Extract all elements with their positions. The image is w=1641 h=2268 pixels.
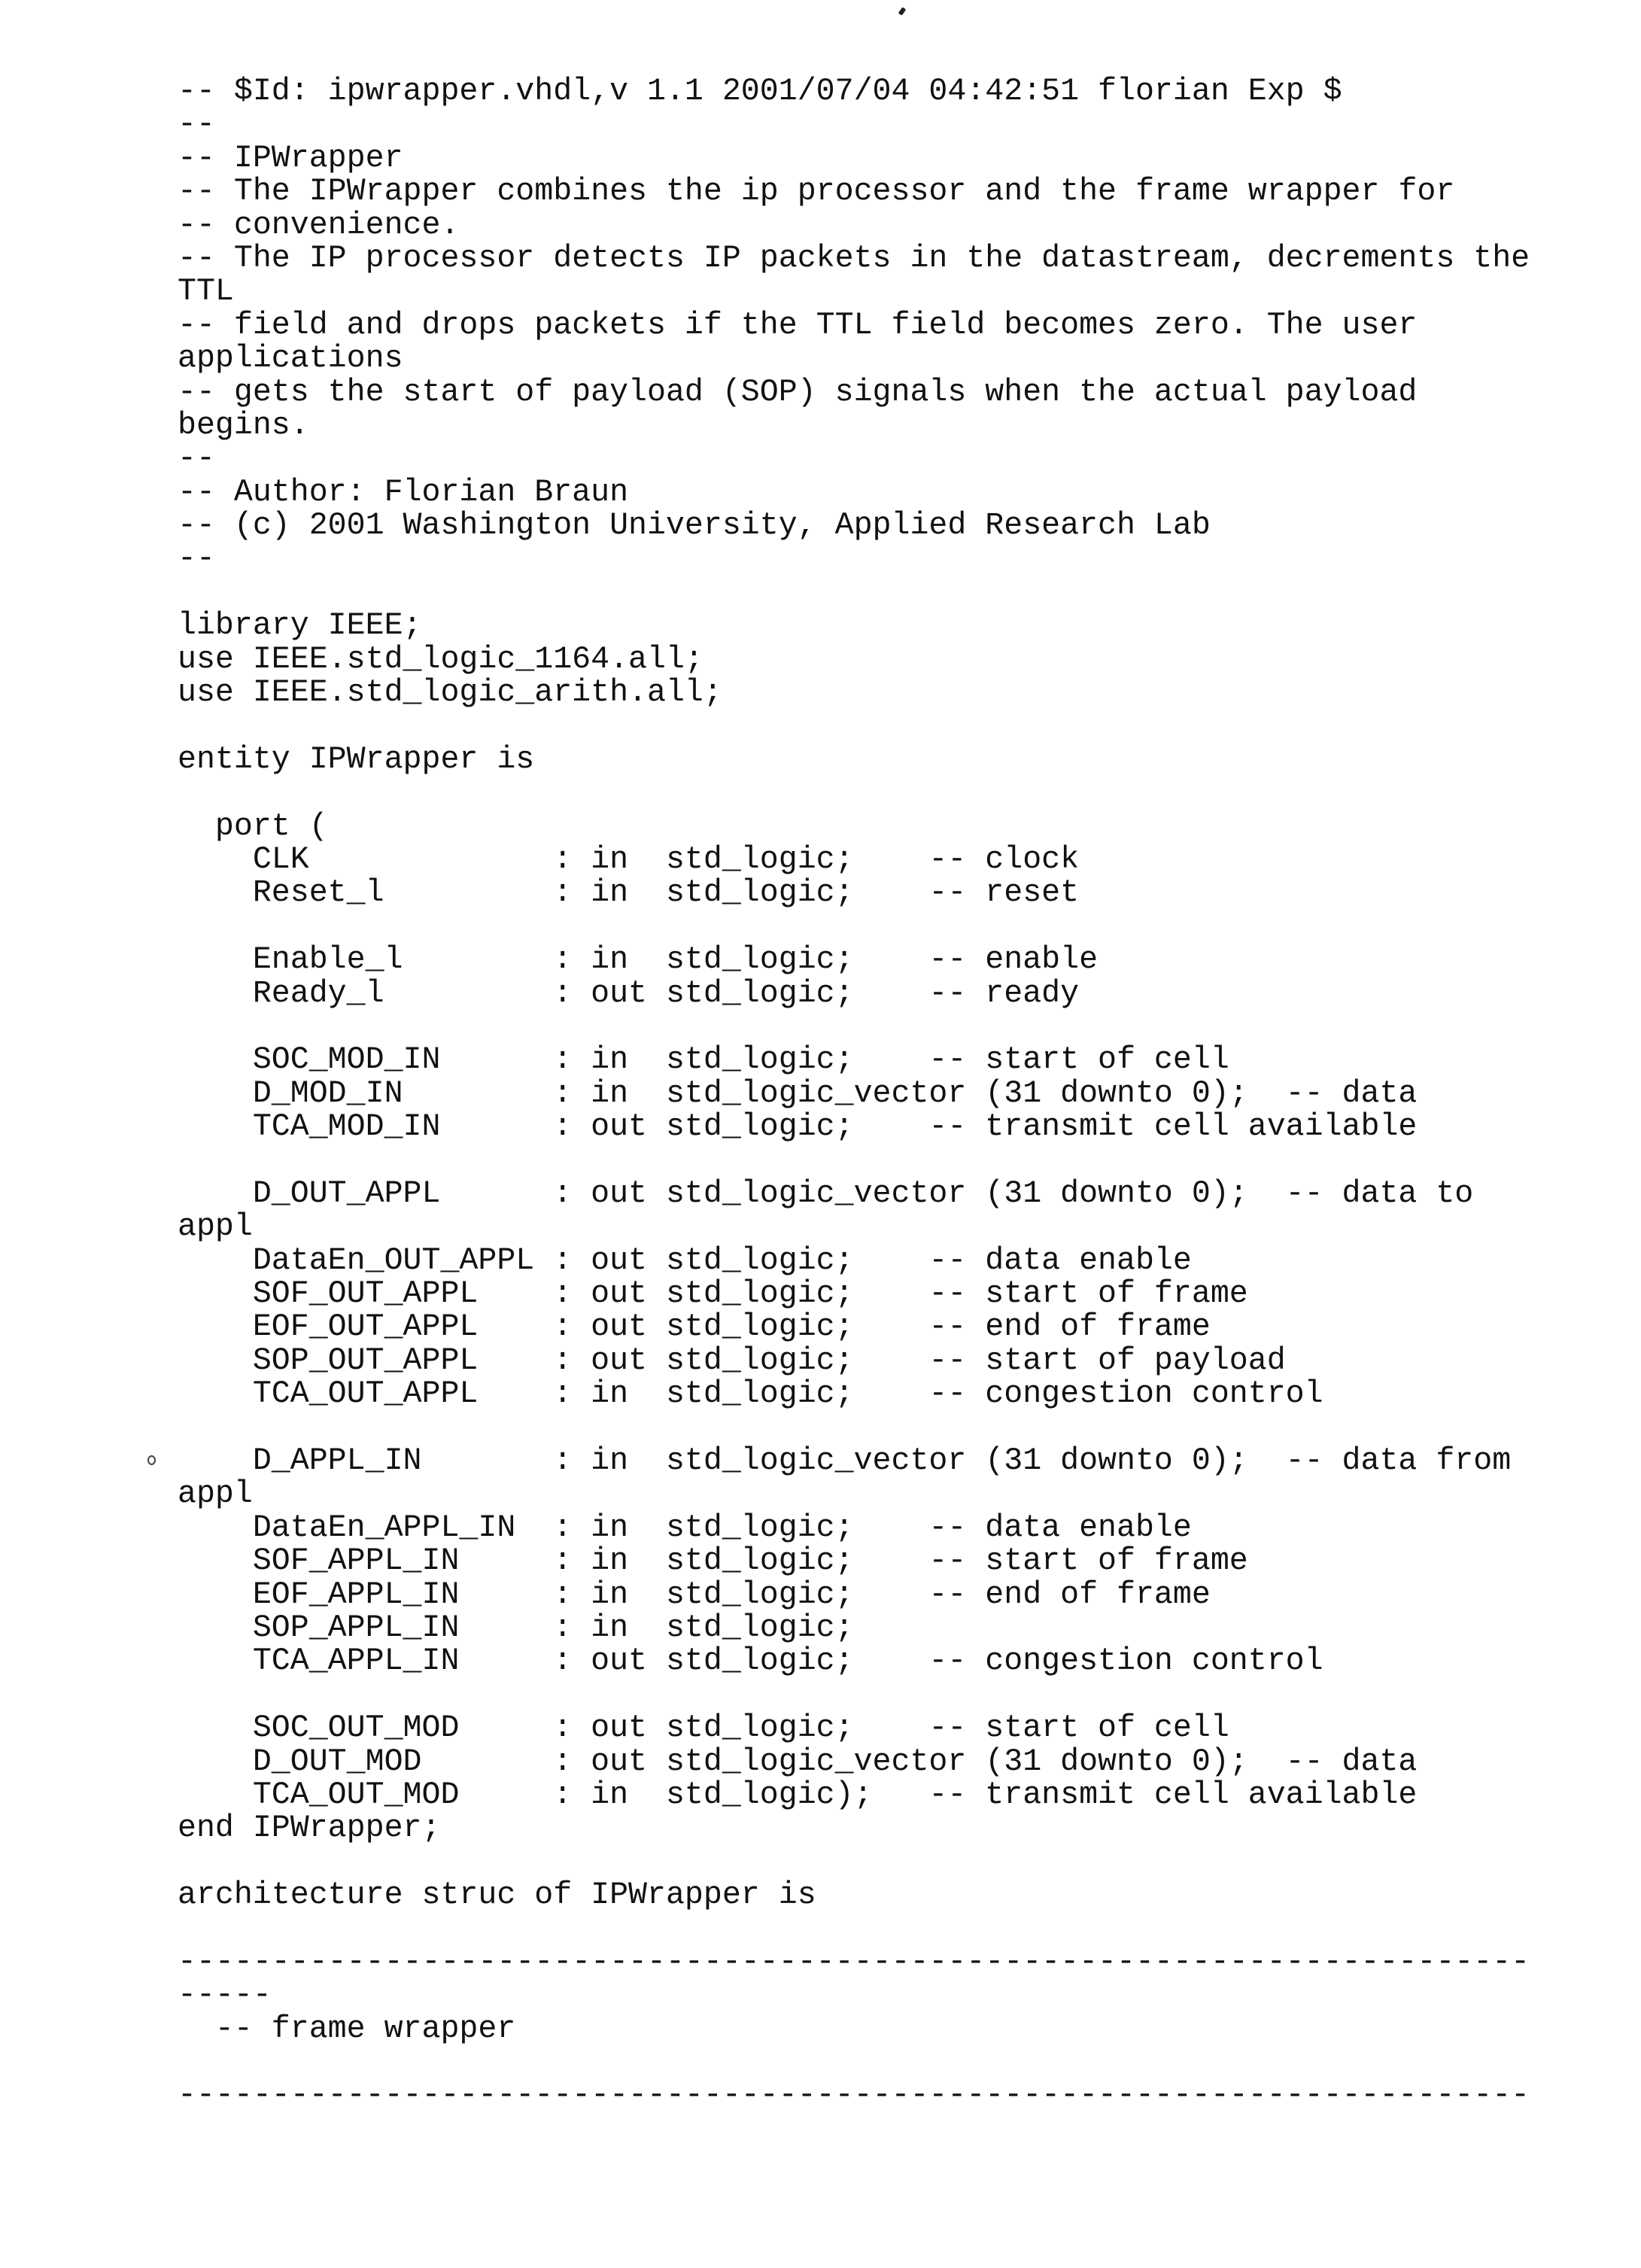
port-declaration: TCA_OUT_MOD : in std_logic); -- transmit cell available (178, 1777, 1418, 1813)
port-declaration: TCA_APPL_IN : out std_logic; -- congestion control (178, 1643, 1323, 1680)
header-id-comment: -- $Id: ipwrapper.vhdl,v 1.1 2001/07/04 04:42:51 florian Exp $ (178, 74, 1342, 109)
separator-comment: ------------------------------------------------------------------------ (178, 2078, 1530, 2114)
blank-line (178, 1679, 1530, 1712)
vhdl-source-listing (178, 75, 1530, 2113)
port-declaration: TCA_MOD_IN : out std_logic; -- transmit cell available (178, 1109, 1418, 1145)
port-declaration: CLK : in std_logic; -- clock (178, 841, 1080, 877)
blank-line (178, 1145, 1530, 1178)
use-clause: use IEEE.std_logic_1164.all; (178, 641, 704, 677)
comment-line: -- convenience. (178, 207, 460, 243)
port-declaration: DataEn_APPL_IN : in std_logic; -- data enable (178, 1509, 1192, 1546)
scan-artifact-mark (898, 7, 907, 16)
port-declaration: Ready_l : out std_logic; -- ready (178, 975, 1080, 1011)
comment-line: -- The IPWrapper combines the ip processor and the frame wrapper for (178, 174, 1455, 210)
comment-wrap-line: applications (178, 341, 403, 377)
blank-line (178, 710, 1530, 743)
blank-line (178, 1912, 1530, 1945)
blank-line (178, 1412, 1530, 1445)
blank-line (178, 1846, 1530, 1879)
use-clause: use IEEE.std_logic_arith.all; (178, 675, 722, 711)
port-declaration: DataEn_OUT_APPL : out std_logic; -- data enable (178, 1242, 1192, 1278)
port-declaration: SOF_APPL_IN : in std_logic; -- start of frame (178, 1543, 1248, 1579)
port-declaration: TCA_OUT_APPL : in std_logic; -- congestion control (178, 1376, 1323, 1412)
comment-line: -- (178, 541, 215, 577)
separator-comment-wrap: ----- (178, 1978, 272, 2014)
port-declaration: EOF_APPL_IN : in std_logic; -- end of frame (178, 1576, 1211, 1613)
port-declaration: SOF_OUT_APPL : out std_logic; -- start of frame (178, 1276, 1248, 1312)
port-declaration: Reset_l : in std_logic; -- reset (178, 875, 1080, 911)
comment-line: -- (178, 441, 215, 477)
comment-line: -- IPWrapper (178, 140, 403, 176)
blank-line (178, 777, 1530, 810)
entity-end: end IPWrapper; (178, 1810, 441, 1847)
comment-line: -- The IP processor detects IP packets in the datastream, decrements the (178, 240, 1530, 276)
port-open: port ( (178, 808, 328, 844)
entity-declaration: entity IPWrapper is (178, 741, 535, 777)
comment-wrap-line: appl (178, 1476, 253, 1513)
blank-line (178, 1011, 1530, 1044)
comment-line: -- (178, 107, 215, 143)
port-declaration: D_OUT_APPL : out std_logic_vector (31 downto 0); -- data to (178, 1175, 1474, 1212)
port-declaration: Enable_l : in std_logic; -- enable (178, 942, 1099, 978)
port-declaration: EOF_OUT_APPL : out std_logic; -- end of frame (178, 1309, 1211, 1345)
author-comment: -- Author: Florian Braun (178, 474, 629, 510)
comment-line: -- field and drops packets if the TTL field becomes zero. The user (178, 307, 1418, 343)
copyright-comment: -- (c) 2001 Washington University, Applied Research Lab (178, 508, 1211, 544)
port-declaration: D_OUT_MOD : out std_logic_vector (31 downto 0); -- data (178, 1744, 1418, 1780)
port-declaration: SOP_OUT_APPL : out std_logic; -- start of payload (178, 1342, 1286, 1379)
architecture-declaration: architecture struc of IPWrapper is (178, 1877, 816, 1914)
section-comment: -- frame wrapper (178, 2011, 516, 2047)
scan-artifact-mark (147, 1455, 156, 1465)
port-declaration: D_MOD_IN : in std_logic_vector (31 downto 0); -- data (178, 1075, 1418, 1111)
port-declaration: SOC_MOD_IN : in std_logic; -- start of cell (178, 1042, 1229, 1078)
port-declaration: SOP_APPL_IN : in std_logic; (178, 1610, 854, 1646)
blank-line (178, 2046, 1530, 2079)
blank-line (178, 911, 1530, 944)
port-declaration: SOC_OUT_MOD : out std_logic; -- start of cell (178, 1710, 1229, 1747)
blank-line (178, 576, 1530, 610)
comment-line: -- gets the start of payload (SOP) signals when the actual payload (178, 374, 1418, 410)
comment-wrap-line: begins. (178, 407, 309, 443)
separator-comment: ------------------------------------------------------------------------ (178, 1944, 1530, 1980)
comment-wrap-line: TTL (178, 274, 234, 310)
port-declaration: D_APPL_IN : in std_logic_vector (31 downto 0); -- data from (178, 1443, 1512, 1479)
library-clause: library IEEE; (178, 608, 422, 644)
comment-wrap-line: appl (178, 1209, 253, 1245)
